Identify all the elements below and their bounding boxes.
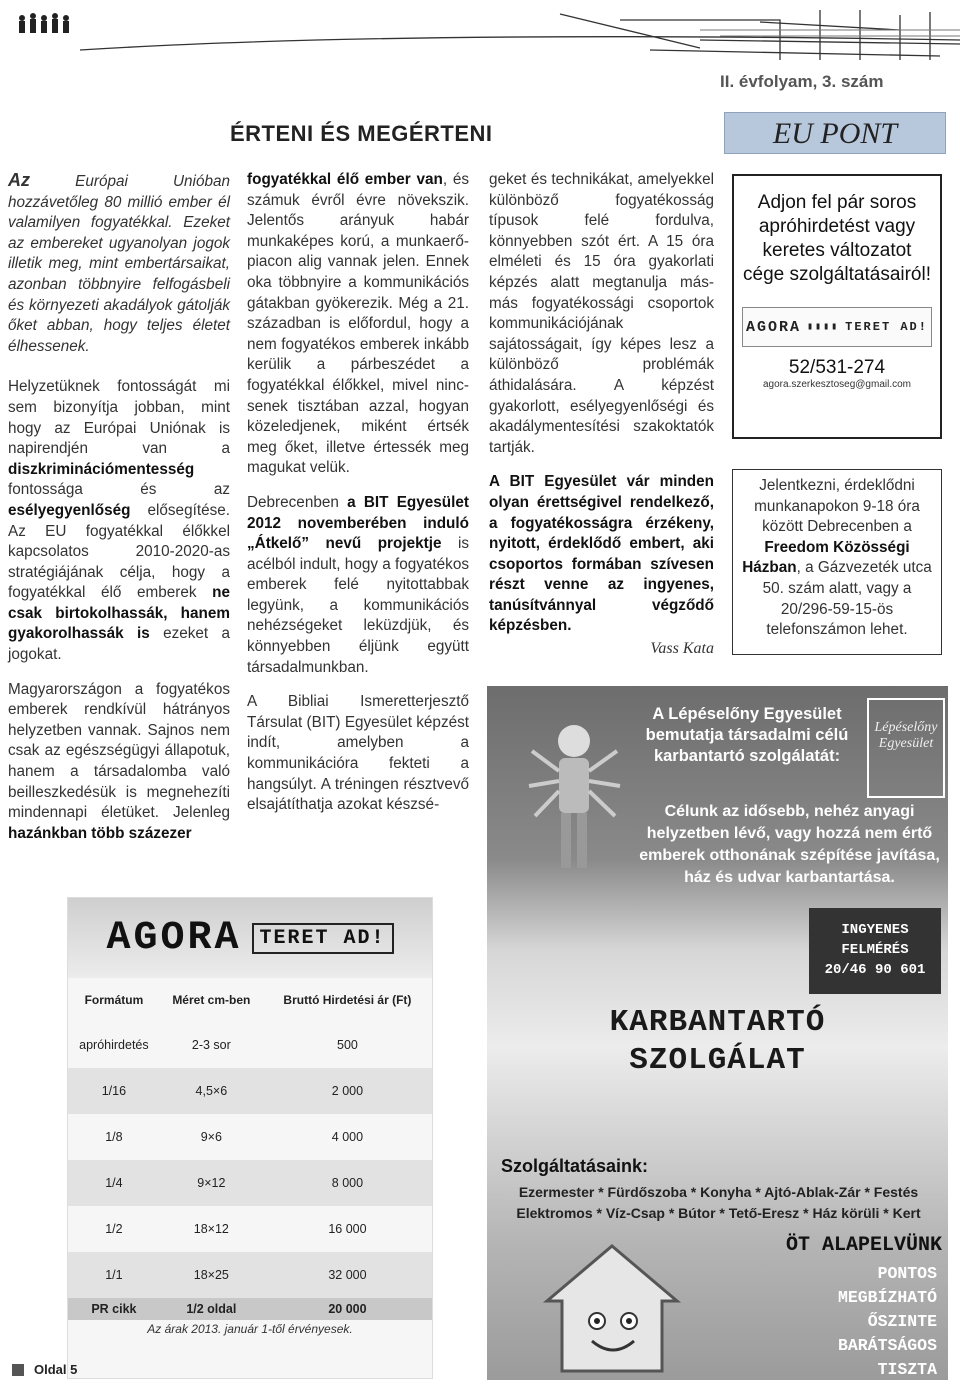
phone-number: 52/531-274: [788, 357, 886, 378]
column-2: [247, 170, 469, 830]
service-title: KARBANTARTÓ SZOLGÁLAT: [609, 1005, 826, 1078]
table-row: PR cikk 1/2 oldal 20 000: [68, 1298, 432, 1320]
lead-paragraph: Az Európai Unióban hozzávetőleg 80 millió ember él valamilyen fogyatékkal. Ezeket az embereket ugyanolyan jogok illetik meg, mint embertársaikat, azonban többnyire felfogásbeli és környezeti akadályok gátolják őket abban, hogy teljes életet élhessenek.: [8, 170, 230, 355]
list-item: MEGBÍZHATÓ: [837, 1288, 937, 1307]
table-row: 1/2 18×12 16 000: [105, 1222, 367, 1236]
list-item: ŐSZINTE: [867, 1312, 937, 1331]
maintenance-service-ad: [487, 686, 948, 1380]
paragraph: geket és technikákat, amelyekkel különböző fogyatékosság típusok felé fordulva, könnyebben szót ért. A 15 óra elméleti és 15 óra gyakorlati képzés alatt megtanulja más-más fogyatékossági csoportok kommunikációjának sajátosságait, így képes lesz a különböző problémák áthidalására. A képzést gyakorlott, esélyegyenlőségi és akadálymentesítési szakoktatók tartják.: [489, 171, 714, 456]
lepeselony-logo: Lépéselőny Egyesület: [867, 698, 945, 798]
table-header: Formátum: [84, 993, 144, 1007]
table-row: apróhirdetés 2-3 sor 500: [79, 1038, 358, 1052]
agora-logo: AGORA TERET AD!: [68, 898, 432, 978]
paragraph: A Bibliai Ismeretterjesztő Társulat (BIT) Egyesület képzést indít, amelyben a kommunikációra fekteti a hangsúlyt. A tréningen résztvevő elsajátíthatja azokat készsé-: [247, 693, 469, 814]
table-row: 1/8 9×6 4 000: [105, 1130, 364, 1144]
house-mascot-icon: [537, 1241, 687, 1376]
classified-ad-box: [732, 174, 942, 439]
people-logo-icon: ▮▮▮▮: [807, 322, 840, 333]
agora-logo: AGORA ▮▮▮▮ TERET AD!: [742, 307, 932, 347]
table-row: 1/16 4,5×6 2 000: [68, 1068, 432, 1114]
handyman-figure-icon: [527, 716, 622, 876]
paragraph: Helyzetüknek fontosságát mi sem bizonyítja jobban, mint hogy az Európai Uniónak is napirendjén van a diszkriminációmentesség fontossága és az esélyegyenlőség elősegítése. Az EU fogyatékkal élőkkel kapcsolatos 2010-2020-as stratégiájának célja, hogy a fogyatékkal élő emberek ne csak birtokolhassák, hanem gyakorolhassák is ezeket a jogokat.: [8, 378, 230, 664]
ad-aim: Célunk az idősebb, nehéz anyagi helyzetben lévő, vagy hozzá nem értő emberek otthonának szépítése javítása, ház és udvar karbantartása.: [639, 803, 940, 886]
email-link[interactable]: agora.szerkesztoseg@gmail.com: [763, 379, 911, 390]
contact-box: Jelentkezni, érdeklődni munkanapokon 9-18 óra között Debrecenben a Freedom Közösségi Házban, a Gázvezeték utca 50. szám alatt, vagy a 20/296-59-15-ös telefonszámon lehet.: [732, 469, 942, 655]
author-signature: Vass Kata: [650, 640, 714, 658]
ad-intro: A Lépéselőny Egyesület bemutatja társadalmi célú karbantartó szolgálatát:: [645, 705, 849, 765]
price-table: [68, 978, 432, 1320]
issue-label: II. évfolyam, 3. szám: [720, 72, 884, 91]
page-number: Oldal 5: [34, 1362, 78, 1377]
table-header: Bruttó Hirdetési ár (Ft): [283, 993, 412, 1007]
header-banner: [0, 0, 960, 78]
section-title: ÉRTENI ÉS MEGÉRTENI: [230, 121, 493, 146]
services-list: Ezermester * Fürdőszoba * Konyha * Ajtó-Ablak-Zár * Festés Elektromos * Víz-Csap * Bútor * Tető-Eresz * Ház körüli * Kert: [516, 1184, 921, 1221]
column-3: [489, 170, 714, 660]
table-row: 1/4 9×12 8 000: [68, 1160, 432, 1206]
banner-illustration: [0, 0, 960, 78]
paragraph: Debrecenben a BIT Egyesület 2012 novemberében induló „Átkelő” nevű projektje is acélból indult, hogy a fogyatékos emberek felé nyitottabbak legyünk, a kommunikációs nehézségeket leküzdjük, és könnyebben éljünk együtt társadalmunkban.: [247, 493, 469, 676]
list-item: BARÁTSÁGOS: [837, 1336, 937, 1355]
paragraph: fogyatékkal élő ember van, és számuk évről évre növekszik. Jelentős arányuk habár munkaképes korú, a munkaerő-piacon alig vannak jelen. Ennek oka többnyire a kommunikációs gátakban gyökerezik. Még a 21. században is előfordul, hogy a nem fogyatékos emberek inkább kerülik a párbeszédet a fogyatékkal élőkkel, mivel nincsenek tisztában azzal, hogyan közeledjenek, miként értsék meg őket, illetve értessék meg magukat velük.: [247, 171, 470, 477]
agora-price-ad: [67, 897, 433, 1379]
column-1: [8, 170, 230, 858]
validity-note: Az árak 2013. január 1-től érvényesek.: [147, 1322, 353, 1336]
paragraph: Magyarországon a fogyatékos emberek rendkívül hátrányos helyzetben vannak. Sajnos nem csak az egészségügyi állapotuk, hanem a társadalomba való beilleszkedésük is megnehezíti mindennapi életüket. Jelenleg hazánkban több százezer: [8, 680, 230, 842]
eu-pont-title: EU PONT: [724, 112, 946, 154]
principles-list: [742, 1262, 937, 1380]
free-survey-badge: INGYENES FELMÉRÉS 20/46 90 601: [809, 908, 941, 994]
ad-headline: Adjon fel pár soros apróhirdetést vagy keretes változatot cége szolgáltatásairól!: [743, 192, 931, 285]
page-marker-icon: [12, 1364, 24, 1376]
paragraph: A BIT Egyesület vár minden olyan érettségivel rendelkező, a fogyatékosságra érzékeny, nyitott, érdeklődő embert, aki csoportos formában szívesen részt venne az ingyenes, tanúsítvánnyal végződő képzésben.: [489, 473, 714, 635]
list-item: TISZTA: [877, 1360, 937, 1379]
list-item: PONTOS: [877, 1264, 937, 1283]
principles-heading: ÖT ALAPELVÜNK: [785, 1234, 942, 1257]
page-footer: [12, 1362, 77, 1377]
table-header: Méret cm-ben: [172, 993, 251, 1007]
table-row: 1/1 18×25 32 000: [68, 1252, 432, 1298]
services-heading: Szolgáltatásaink:: [501, 1156, 649, 1176]
